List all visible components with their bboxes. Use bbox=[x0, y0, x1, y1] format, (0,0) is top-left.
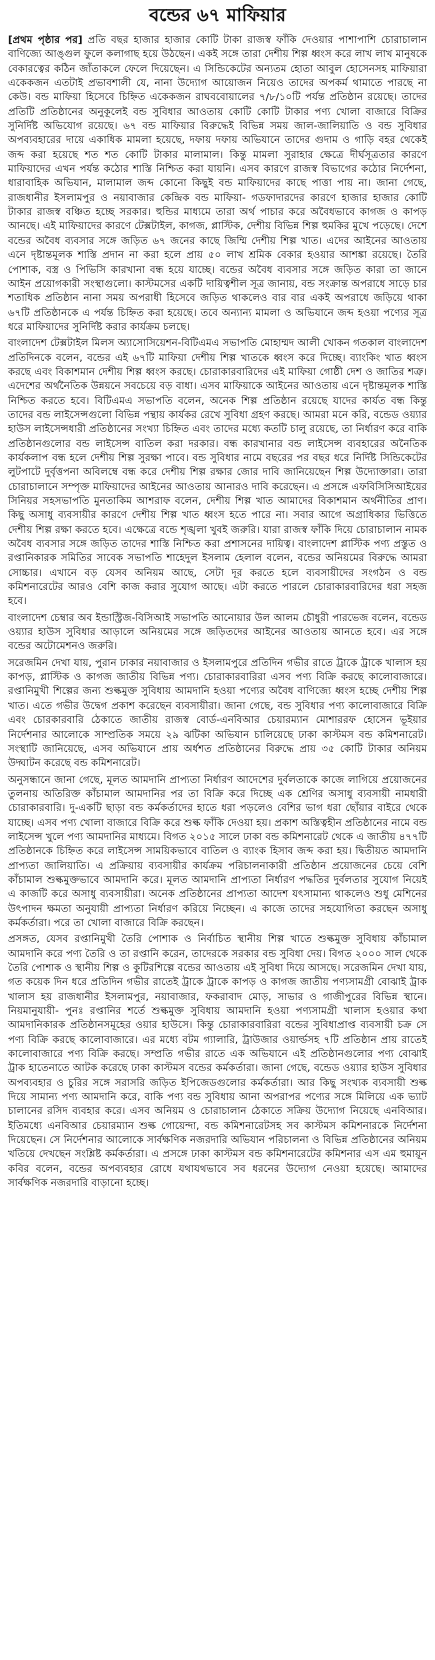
article-paragraph-3: বাংলাদেশ চেম্বার অব ইন্ডাস্ট্রিজ-বিসিআই সভাপতি আনোয়ার উল আলম চৌধুরী পারভেজ বলেন, বন্ডেড ওয়্যার হাউস সুবিধার আড়ালে অনিয়মের সঙ্গে জড়িতদের আইনের আওতায় আনতে হবে। এর সঙ্গে বন্ডের অটোমেশনও জরুরি। bbox=[8, 612, 427, 653]
article-body bbox=[8, 34, 427, 1192]
article-paragraph-5: অনুসন্ধানে জানা গেছে, মূলত আমদানি প্রাপ্যতা নির্ধারণ আদেশের দুর্বলতাকে কাজে লাগিয়ে প্রয়োজনের তুলনায় অতিরিক্ত কাঁচামাল আমদানির পর তা বিক্রি করে দিচ্ছে এক শ্রেণির অসাধু ব্যবসায়ী নামধারী চোরাকারবারি। দু-একটি ছাড়া বন্ড কর্মকর্তাদের হাতে ধরা পড়লেও বেশির ভাগ ধরা ছোঁয়ার বাইরে থেকে যাচ্ছে। এসব পণ্য খোলা বাজারে বিক্রি করে শুল্ক ফাঁকি দেওয়া হয়। প্রকাশ অস্তিত্বহীন প্রতিষ্ঠানের নামে বন্ড লাইসেন্স খুলে পণ্য আমদানির মাধ্যমে। বিগত ২০১৫ সালে ঢাকা বন্ড কমিশনারেট থেকে এ জাতীয় ৪৭৭টি প্রতিষ্ঠানকে চিহ্নিত করে লাইসেন্স সাময়িকভাবে বাতিল ও ব্যাংক হিসাব জব্দ করা হয়। দ্বিতীয়ত আমদানি প্রাপ্যতা জালিয়াতি। এ প্রক্রিয়ায় ব্যবসায়ীর কার্যক্রম পরিচালনাকারী প্রতিষ্ঠান প্রয়োজনের চেয়ে বেশি কাঁচামাল শুল্কমুক্তভাবে আমদানি করে। মূলত আমদানি প্রাপ্যতা নির্ধারণ পদ্ধতির দুর্বলতার সুযোগ নিয়েই এ কাজটি করে অসাধু ব্যবসায়ীরা। অনেক প্রতিষ্ঠানের প্রাপ্যতা আদেশ যৎসামান্য থাকলেও শুধু মেশিনের উৎপাদন ক্ষমতা অনুযায়ী প্রাপ্যতা নির্ধারণ করিয়ে নিচ্ছেন। এ কাজে তাদের সহযোগিতা করছেন অসাধু কর্মকর্তারা। পরে তা খোলা বাজারে বিক্রি করছেন। bbox=[8, 774, 427, 929]
continuation-tag: [প্রথম পৃষ্ঠার পর] bbox=[8, 35, 83, 46]
article-paragraph-2: বাংলাদেশ টেক্সটাইল মিলস অ্যাসোসিয়েশন-বিটিএমএ সভাপতি মোহাম্মদ আলী খোকন গতকাল বাংলাদেশ প্রতিদিনকে বলেন, বন্ডের এই ৬৭টি মাফিয়া দেশীয় শিল্প খাতকে ধ্বংস করে দিচ্ছে। ব্যাংকিং খাত ধ্বংস করছে এবং বিকাশমান দেশীয় শিল্প ধ্বংস করছে। চোরাকারবারিদের এই মাফিয়া গোষ্ঠী দেশ ও জাতির শত্রু। এদেশের অর্থনৈতিক উন্নয়নে সবচেয়ে বড় বাধা। এসব মাফিয়াকে আইনের আওতায় এনে দৃষ্টান্তমূলক শাস্তি নিশ্চিত করতে হবে। বিটিএমএ সভাপতি বলেন, অনেক শিল্প প্রতিষ্ঠান রয়েছে যাদের কার্যত বন্ধ কিন্তু তাদের বন্ড লাইসেন্সগুলো বিভিন্ন পন্থায় কার্যকর রেখে সুবিধা গ্রহণ করছে। আমরা মনে করি, বন্ডেড ওয়্যার হাউস লাইসেন্সধারী প্রতিষ্ঠানের সংখ্যা চিহ্নিত এবং তাদের মধ্যে কতটি চালু রয়েছে, তা নির্ধারণ করে বাকি প্রতিষ্ঠানগুলোর বন্ড লাইসেন্স বাতিল করা দরকার। বন্ধ কারখানার বন্ড লাইসেন্স ব্যবহারের অনৈতিক কার্যকলাপ বন্ধ হলে দেশীয় শিল্প সুরক্ষা পাবে। বন্ড সুবিধার নামে বছরের পর বছর ধরে নির্দিষ্ট সিন্ডিকেটের লুটপাটে দুর্বৃত্তপনা অবিলম্বে বন্ধ করে দেশীয় শিল্প রক্ষার জোর দাবি জানিয়েছেন শিল্প উদ্যোক্তারা। তারা চোরাচালানে সম্পৃক্ত মাফিয়াদের আইনের আওতায় আনারও দাবি করেছেন। এ প্রসঙ্গে এফবিসিসিআইয়ের সিনিয়র সহসভাপতি মুনতাকিম আশরাফ বলেন, দেশীয় শিল্প খাত আমাদের বিকাশমান অর্থনীতির প্রাণ। কিছু অসাধু ব্যবসায়ীর কারণে দেশীয় শিল্প খাত ধ্বংস হতে পারে না। সবার আগে অগ্রাধিকার ভিত্তিতে দেশীয় শিল্প রক্ষা করতে হবে। এক্ষেত্রে বন্ডে শৃঙ্খলা খুবই জরুরি। যারা রাজস্ব ফাঁকি দিয়ে চোরাচালান নামক অবৈধ ব্যবসার সঙ্গে জড়িত তাদের শাস্তি নিশ্চিত করা প্রশাসনের দায়িত্ব। বাংলাদেশ প্লাস্টিক পণ্য প্রস্তুত ও রপ্তানিকারক সমিতির সাবেক সভাপতি শাহেদুল ইসলাম হেলাল বলেন, বন্ডের অনিয়মের বিরুদ্ধে আমরা সোচ্চার। এখানে বড় যেসব অনিয়ম আছে, সেটা দূর করতে হলে ব্যবসায়ীদের সংগঠন ও বন্ড কমিশনারেটের আরও বেশি কাজ করার সুযোগ আছে। এটা করতে পারলে চোরাকারবারিদের ধরা সহজ হবে। bbox=[8, 338, 427, 608]
article-headline: বন্ডের ৬৭ মাফিয়ার bbox=[149, 5, 286, 26]
article-paragraph-1 bbox=[8, 34, 427, 335]
article-paragraph-4: সরেজমিন দেখা যায়, পুরান ঢাকার নয়াবাজার ও ইসলামপুরে প্রতিদিন গভীর রাতে ট্রাকে ট্রাকে খালাস হয় কাপড়, প্লাস্টিক ও কাগজ জাতীয় বিভিন্ন পণ্য। চোরাকারবারিরা এসব পণ্য বিক্রি করছে কালোবাজারে। রপ্তানিমুখী শিল্পের জন্য শুল্কমুক্ত সুবিধায় আমদানি হওয়া পণ্যের অবৈধ বাণিজ্যে ধ্বংস হচ্ছে দেশীয় শিল্প খাত। এতে গভীর উদ্বেগ প্রকাশ করেছেন ব্যবসায়ীরা। জানা গেছে, বন্ড সুবিধার পণ্য কালোবাজারে বিক্রি এবং চোরকারবারি ঠেকাতে জাতীয় রাজস্ব বোর্ড-এনবিআর চেয়ারম্যান মোশাররফ হোসেন ভূইয়ার নির্দেশনার আলোকে সাম্প্রতিক সময়ে ২৯ ঝটিকা অভিযান চালিয়েছে ঢাকা কাস্টমস বন্ড কমিশনারেট। সংস্থাটি জানিয়েছে, এসব অভিযানে প্রায় অর্ধশত প্রতিষ্ঠানের বিরুদ্ধে প্রায় ৩৫ কোটি টাকার অনিয়ম উদ্ঘাটন করেছে বন্ড কমিশনারেট। bbox=[8, 657, 427, 770]
paragraph-text: প্রতি বছর হাজার হাজার কোটি টাকা রাজস্ব ফাঁকি দেওয়ার পাশাপাশি চোরাচালান বাণিজ্যে আঙ্গুল ফুলে কলাগাছ হয়ে উঠছেন। একই সঙ্গে তারা দেশীয় শিল্প ধ্বংস করে লাখ লাখ মানুষকে বেকারত্বের কঠিন জাঁতাকলে ফেলে দিয়েছেন। এ সিন্ডিকেটের অন্যতম হোতা আবুল হোসেনসহ মাফিয়ারা একেকজন এতটাই প্রভাবশালী যে, নানা উদ্যোগ আয়োজন নিয়েও তাদের অপকর্ম থামাতে পারছে না কেউ। বন্ড মাফিয়া হিসেবে চিহ্নিত একেকজন রাঘববোয়ালের ৭/৮/১০টি পর্যন্ত প্রতিষ্ঠান রয়েছে। তাদের প্রতিটি প্রতিষ্ঠানের অনুকূলেই বন্ড সুবিধার আওতায় কোটি কোটি টাকার পণ্য খোলা বাজারে বিক্রির সুনির্দিষ্ট অভিযোগ রয়েছে। ৬৭ বন্ড মাফিয়ার বিরুদ্ধেই বিভিন্ন সময় জাল-জালিয়াতি ও বন্ড সুবিধার অপব্যবহারের দায়ে একাধিক মামলা হয়েছে, দফায় দফায় অভিযানে তাদের গুদাম ও গাড়ি বহর থেকেই জব্দ করা হয়েছে শত শত কোটি টাকার মালামাল। কিন্তু মামলা সুরাহার ক্ষেত্রে দীর্ঘসূত্রতার কারণে মাফিয়াদের এখন পর্যন্ত কঠোর শাস্তি নিশ্চিত করা যায়নি। এসব কারণে রাজস্ব বিভাগের কঠোর নির্দেশনা, ধারাবাহিক অভিযান, মালামাল জব্দ কোনো কিছুই বন্ড মাফিয়াদের কাছে পাত্তা পায় না। জানা গেছে, রাজধানীর ইসলামপুর ও নয়াবাজার কেন্দ্রিক বন্ড মাফিয়া- গডফাদারদের কারণে হাজার হাজার কোটি টাকার রাজস্ব বঞ্চিত হচ্ছে সরকার। হুন্ডির মাধ্যমে তারা অর্থ পাচার করে অবৈধভাবে কাগজ ও কাপড় আনছে। এই মাফিয়াদের কারণে টেক্সটাইল, কাগজ, প্লাস্টিক, দেশীয় বিভিন্ন শিল্প হুমকির মুখে পড়েছে। দেশে বন্ডের অবৈধ ব্যবসার সঙ্গে জড়িত ৬৭ জনের কাছে জিম্মি দেশীয় শিল্প খাত। এদের আইনের আওতায় এনে দৃষ্টান্তমূলক শাস্তি প্রদান না করা হলে প্রায় ৫০ লাখ শ্রমিক বেকার হওয়ার আশঙ্কা রয়েছে। তৈরি পোশাক, বস্ত্র ও পিভিসি কারখানা বন্ধ হয়ে যাচ্ছে। বন্ডের অবৈধ ব্যবসার সঙ্গে জড়িত কারা তা জানে আইন প্রয়োগকারী সংস্থাগুলো। কাস্টমসের একটি দায়িত্বশীল সূত্র জানায়, বন্ড সংক্রান্ত অপরাধে সাড়ে চার শতাধিক প্রতিষ্ঠান নানা সময় অপরাধী হিসেবে জড়িত থাকলেও বার বার একই অপরাধে জড়িয়ে থাকা ৬৭টি প্রতিষ্ঠানকে এ পর্যন্ত চিহ্নিত করা হয়েছে। তবে অন্যান্য মামলা ও অভিযানে জব্দ হওয়া পণ্যের সূত্র ধরে মাফিয়াদের সুনির্দিষ্ট করার কার্যক্রম চলছে। bbox=[8, 35, 427, 333]
article-paragraph-6: প্রসঙ্গত, যেসব রপ্তানিমুখী তৈরি পোশাক ও নির্বাচিত স্থানীয় শিল্প খাতে শুল্কমুক্ত সুবিধায় কাঁচামাল আমদানি করে পণ্য তৈরি ও তা রপ্তানি করেন, তাদেরকে সরকার বন্ড সুবিধা দেয়। বিগত ২০০০ সাল থেকে তৈরি পোশাক ও স্থানীয় শিল্প ও কুটিরশিল্পে বন্ডের আওতায় এই সুবিধা দিয়ে আসছে। সরেজমিন দেখা যায়, গত কয়েক দিন ধরে প্রতিদিন গভীর রাতেই ট্রাকে ট্রাকে কাপড় ও কাগজ জাতীয় পণ্যসামগ্রী বোঝাই ট্রাক খালাস হয় রাজধানীর ইসলামপুর, নয়াবাজার, ফকরাবাদ মোড়, সাভার ও গাজীপুরের বিভিন্ন স্থানে। নিয়মানুযায়ী- পুনঃ রপ্তানির শর্তে শুল্কমুক্ত সুবিধায় আমদানি হওয়া পণ্যসামগ্রী খালাস হওয়ার কথা আমদানিকারক প্রতিষ্ঠানসমূহের ওয়ার হাউসে। কিন্তু চোরাকারবারিরা বন্ডের সুবিধাপ্রাপ্ত ব্যবসায়ী চক্র সে পণ্য বিক্রি করছে কালোবাজারে। এর মধ্যে বটম গ্যালারি, ট্রাউজার ওয়ার্ল্ডসহ ৭টি প্রতিষ্ঠান প্রায় রাতেই কালোবাজারে পণ্য বিক্রি করছে। সম্প্রতি গভীর রাতে এক অভিযানে এই প্রতিষ্ঠানগুলোর পণ্য বোঝাই ট্রাক হাতেনাতে আটক করেছে ঢাকা কাস্টমস বন্ডের কর্মকর্তারা। জানা গেছে, বন্ডেড ওয়্যার হাউস সুবিধার অপব্যবহার ও চুরির সঙ্গে সরাসরি জড়িত ইপিজেডগুলোর কর্মকর্তারা। আর কিছু সংখ্যক ব্যবসায়ী শুল্ক দিয়ে সামান্য পণ্য আমদানি করে, বাকি পণ্য বন্ড সুবিধায় আনা অপরাপর পণ্যের সঙ্গে মিলিয়ে এক ভ্যাট চালানের রসিদ ব্যবহার করে। এসব অনিয়ম ও চোরাচালান ঠেকাতে সক্রিয় উদ্যোগ নিয়েছে এনবিআর। ইতিমধ্যে এনবিআর চেয়ারম্যান শুল্ক গোয়েন্দা, বন্ড কমিশনারেটসহ সব কাস্টমস কমিশনারকে নির্দেশনা দিয়েছেন। সে নির্দেশনার আলোকে সার্বক্ষণিক নজরদারি অভিযান পরিচালনা ও বিভিন্ন প্রতিষ্ঠানের অনিয়ম খতিয়ে দেখছেন সংশ্লিষ্ট কর্মকর্তারা। এ প্রসঙ্গে ঢাকা কাস্টমস বন্ড কমিশনারেটের কমিশনার এস এম হুমায়ূন কবির বলেন, বন্ডের অপব্যবহার রোধে যথাযথভাবে সব ধরনের উদ্যোগ নেওয়া হয়েছে। আমাদের সার্বক্ষণিক নজরদারি বাড়ানো হচ্ছে। bbox=[8, 934, 427, 1190]
news-clipping bbox=[6, 4, 429, 1192]
